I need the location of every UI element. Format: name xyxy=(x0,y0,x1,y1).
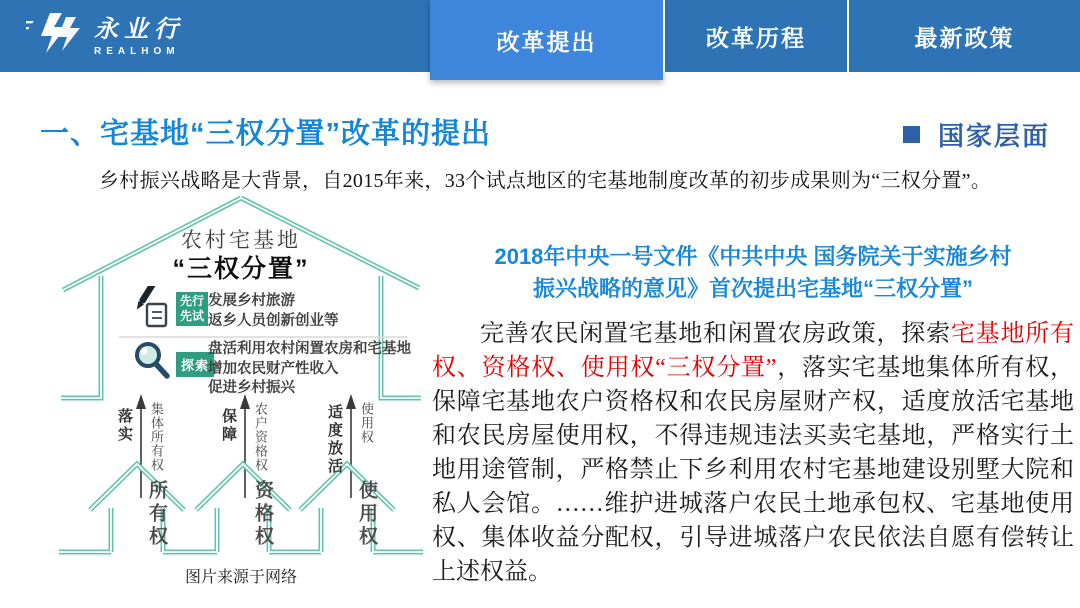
logo-name: 永业行 xyxy=(94,16,184,43)
policy-heading-line: 振兴战略的意见》首次提出宅基地“三权分置” xyxy=(532,276,973,301)
tab-reform-proposed[interactable]: 改革提出 xyxy=(430,0,663,80)
badge-line: 先试 xyxy=(180,309,205,323)
pen-notebook-icon xyxy=(135,286,173,335)
realhom-logo-icon xyxy=(26,11,84,64)
tab-separator xyxy=(847,0,849,72)
house-subtitle: “三权分置” xyxy=(172,255,310,283)
arrow-action-label: 适度放活 xyxy=(326,404,343,476)
use-right-label: 使用权 xyxy=(356,480,377,549)
top-nav-bar xyxy=(0,0,1080,72)
explore-badge: 探索 xyxy=(176,352,214,377)
pilot-first-badge xyxy=(176,292,208,326)
tab-latest-policy[interactable]: 最新政策 xyxy=(914,24,1015,51)
arrow-object-label: 农户资格权 xyxy=(253,402,268,472)
text-line: 返乡人员创新创业等 xyxy=(208,313,339,329)
realhom-logo xyxy=(26,11,184,64)
arrow-action-label: 保障 xyxy=(220,408,237,444)
tab-reform-history[interactable]: 改革历程 xyxy=(706,24,806,51)
homestead-infographic xyxy=(55,192,427,594)
tab-separator xyxy=(663,0,665,72)
text-line: 发展乡村旅游 xyxy=(208,293,295,309)
ownership-right-label: 所有权 xyxy=(146,480,167,549)
national-level-badge xyxy=(903,116,1050,153)
square-bullet-icon xyxy=(903,126,920,143)
explore-text xyxy=(208,340,411,399)
page-title: 一、宅基地“三权分置”改革的提出 xyxy=(40,118,492,150)
text-line: 盘活利用农村闲置农房和宅基地 xyxy=(208,341,411,357)
image-source-caption: 图片来源于网络 xyxy=(184,569,297,586)
arrow-object-label: 使用权 xyxy=(359,402,374,444)
logo-subname: REALHOM xyxy=(94,46,180,57)
policy-heading-line: 2018年中央一号文件《中共中央 国务院关于实施乡村 xyxy=(494,244,1012,269)
arrow-object-label: 集体所有权 xyxy=(149,402,164,472)
text-line: 促进乡村振兴 xyxy=(208,380,295,396)
policy-paragraph: 完善农民闲置宅基地和闲置农房政策，探索宅基地所有权、资格权、使用权“三权分置”，落实宅基地集体所有权，保障宅基地农户资格权和农民房屋财产权，适度放活宅基地和农民房屋使用权，不得违规违法买卖宅基地，严格实行土地用途管制，严格禁止下乡利用农村宅基地建设别墅大院和私人会馆。……维护进城落户农民土地承包权、宅基地使用权、集体收益分配权，引导进城落户农民依法自愿有偿转让上述权益。 xyxy=(432,321,1075,585)
policy-heading xyxy=(443,241,1063,305)
house-title: 农村宅基地 xyxy=(181,229,301,252)
qualification-right-label: 资格权 xyxy=(252,480,273,549)
arrow-action-label: 落实 xyxy=(116,408,133,444)
magnifier-icon xyxy=(131,340,173,387)
pilot-first-text xyxy=(208,291,339,331)
national-level-label: 国家层面 xyxy=(937,121,1050,151)
text-line: 增加农民财产性收入 xyxy=(208,360,339,377)
badge-line: 先行 xyxy=(180,294,205,308)
intro-sentence: 乡村振兴战略是大背景，自2015年来，33个试点地区的宅基地制度改革的初步成果则为“三权分置”。 xyxy=(99,170,992,192)
